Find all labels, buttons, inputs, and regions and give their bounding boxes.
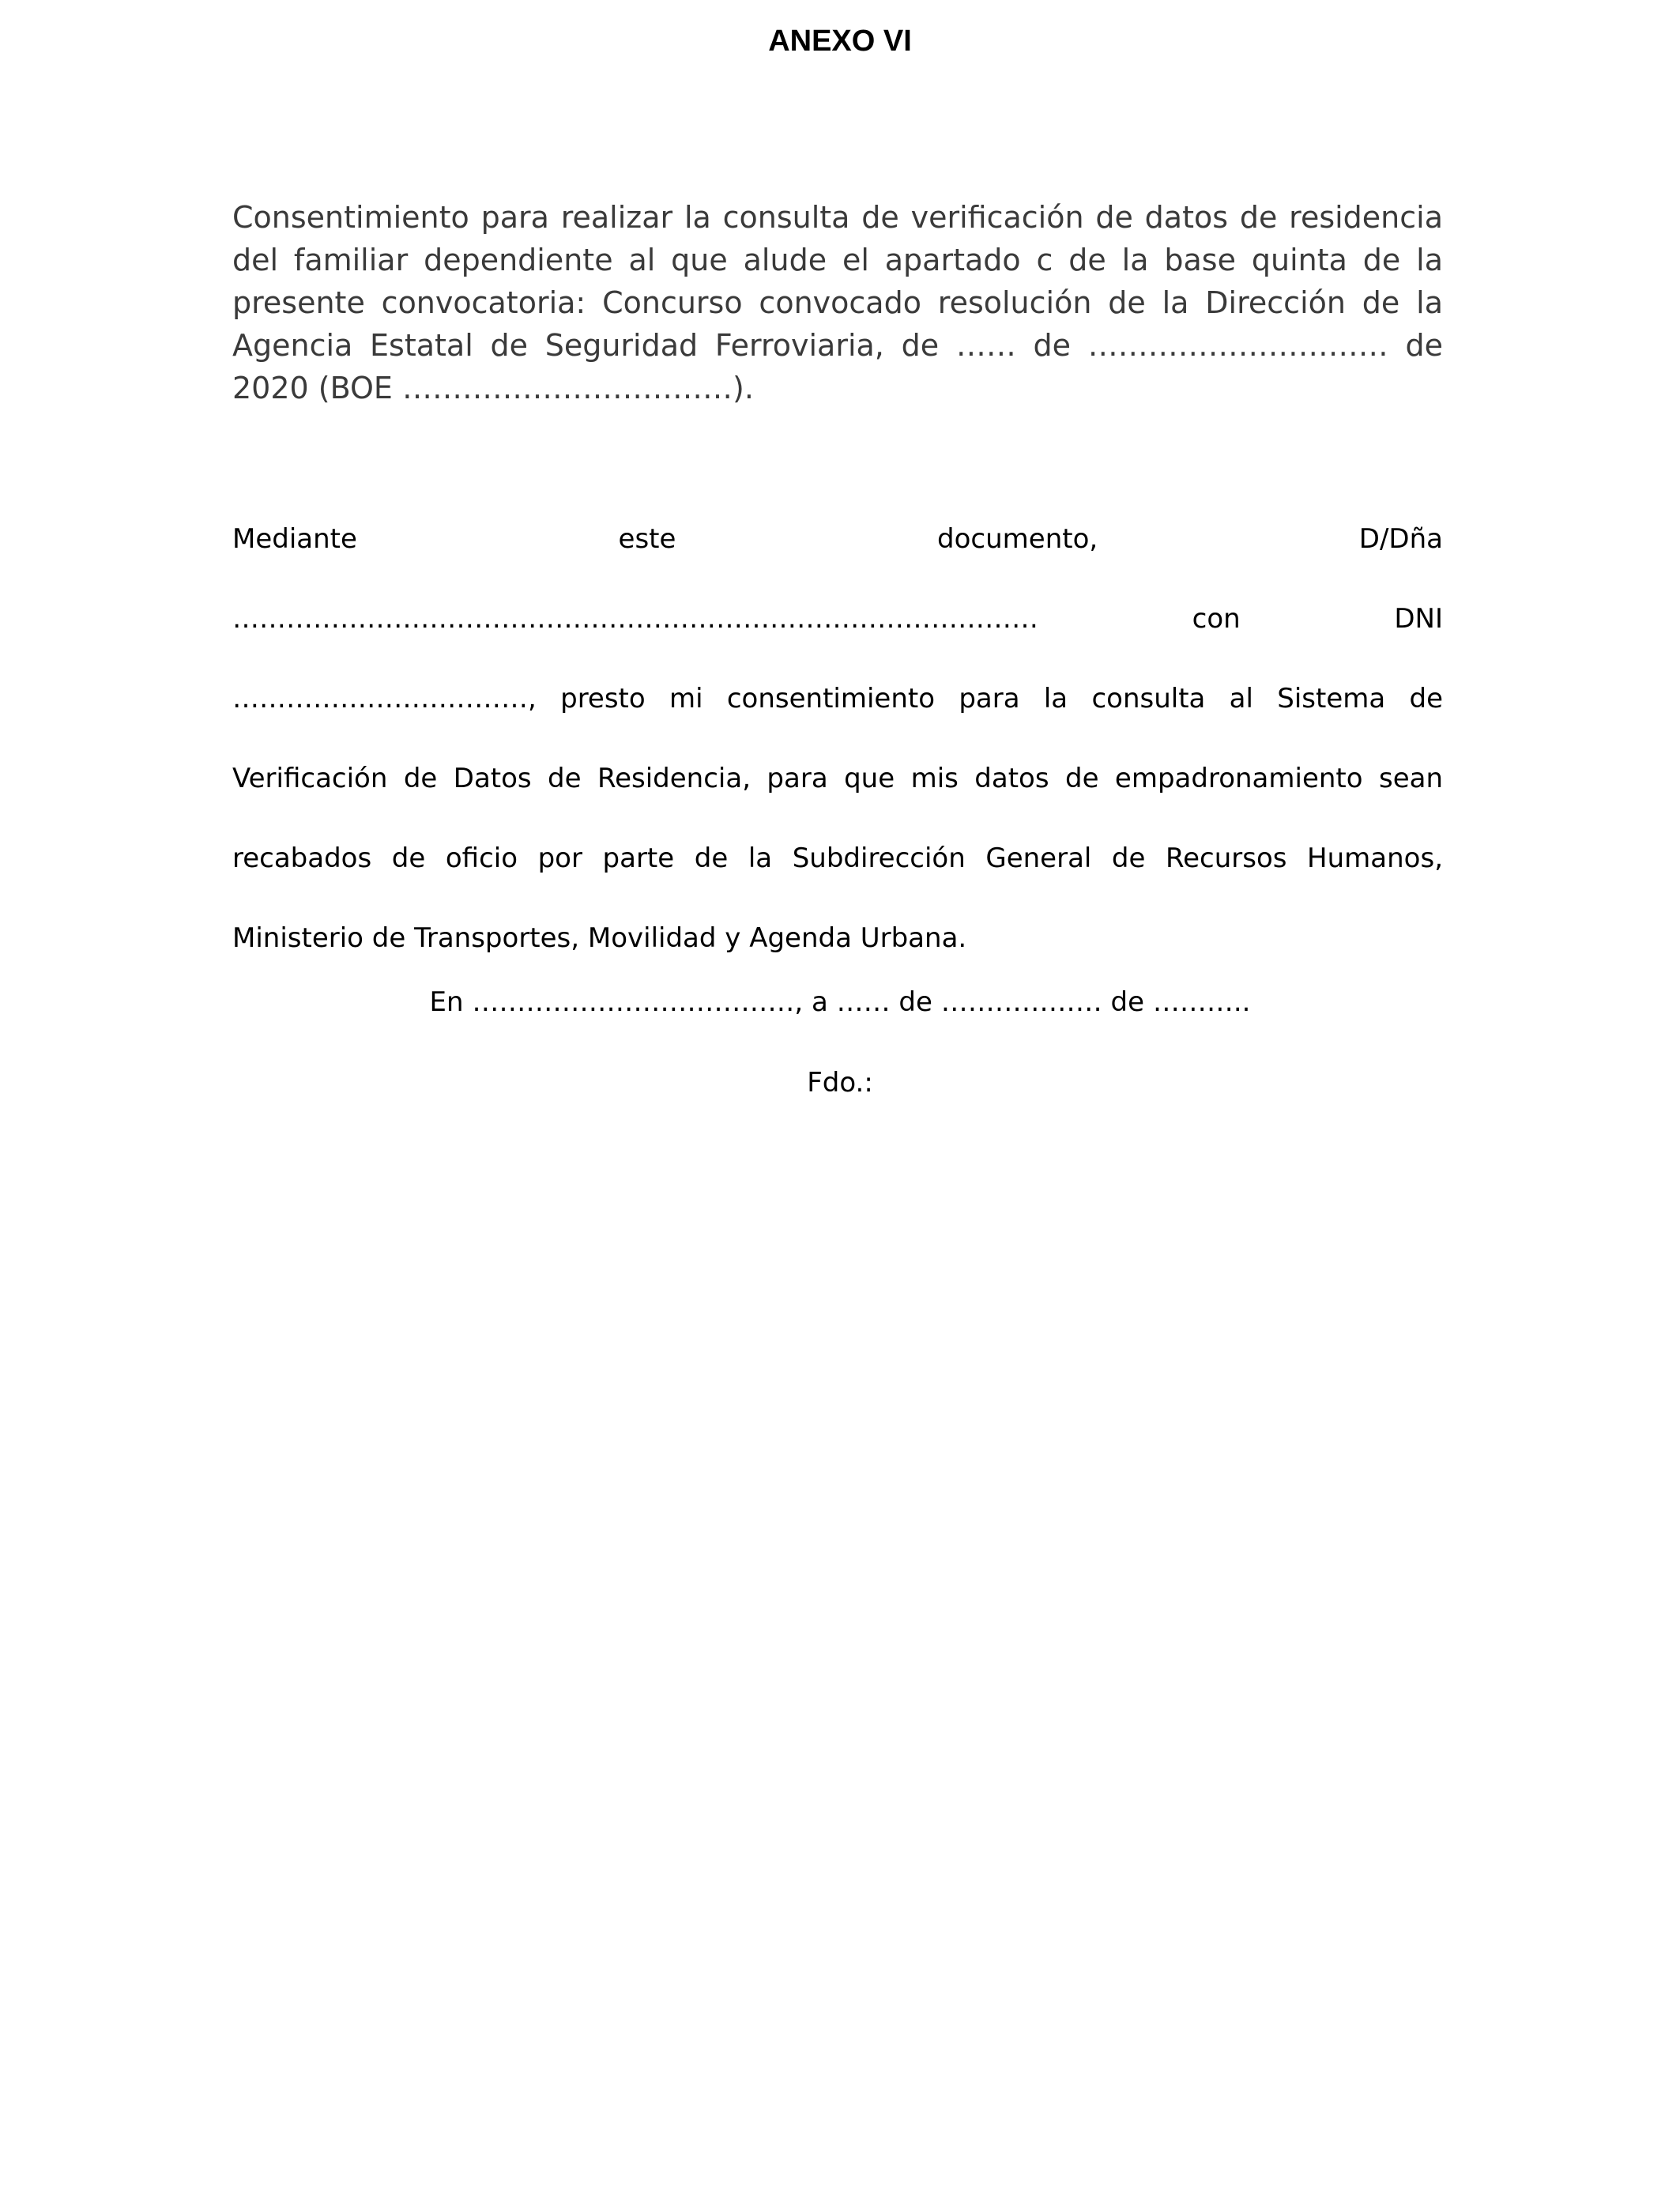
signature-line: Fdo.: — [807, 1067, 873, 1099]
consent-body-paragraph: Mediante este documento, D/Dña ……………………………………………………………………………… con DNI ……………………………, presto mi consentimiento para la consulta al Sistema de Verificación de Datos de Residencia, para que mis datos de empadronamiento sean recabados de oficio por parte de la Subdirección General de Recursos Humanos, Ministerio de Transportes, Movilidad y Agenda Urbana. — [232, 523, 1443, 954]
place-date-line: En ………………………………, a …… de ……………… de ……….. — [429, 986, 1251, 1018]
consent-intro-paragraph: Consentimiento para realizar la consulta de verificación de datos de residencia del familiar dependiente al que alude el apartado c de la base quinta de la presente convocatoria: Concurso convocado resolución de la Dirección de la Agencia Estatal de Seguridad Ferroviaria, de …… de ………………………… de 2020 (BOE ……………………………). — [232, 200, 1443, 405]
document-title: ANEXO VI — [768, 25, 912, 58]
